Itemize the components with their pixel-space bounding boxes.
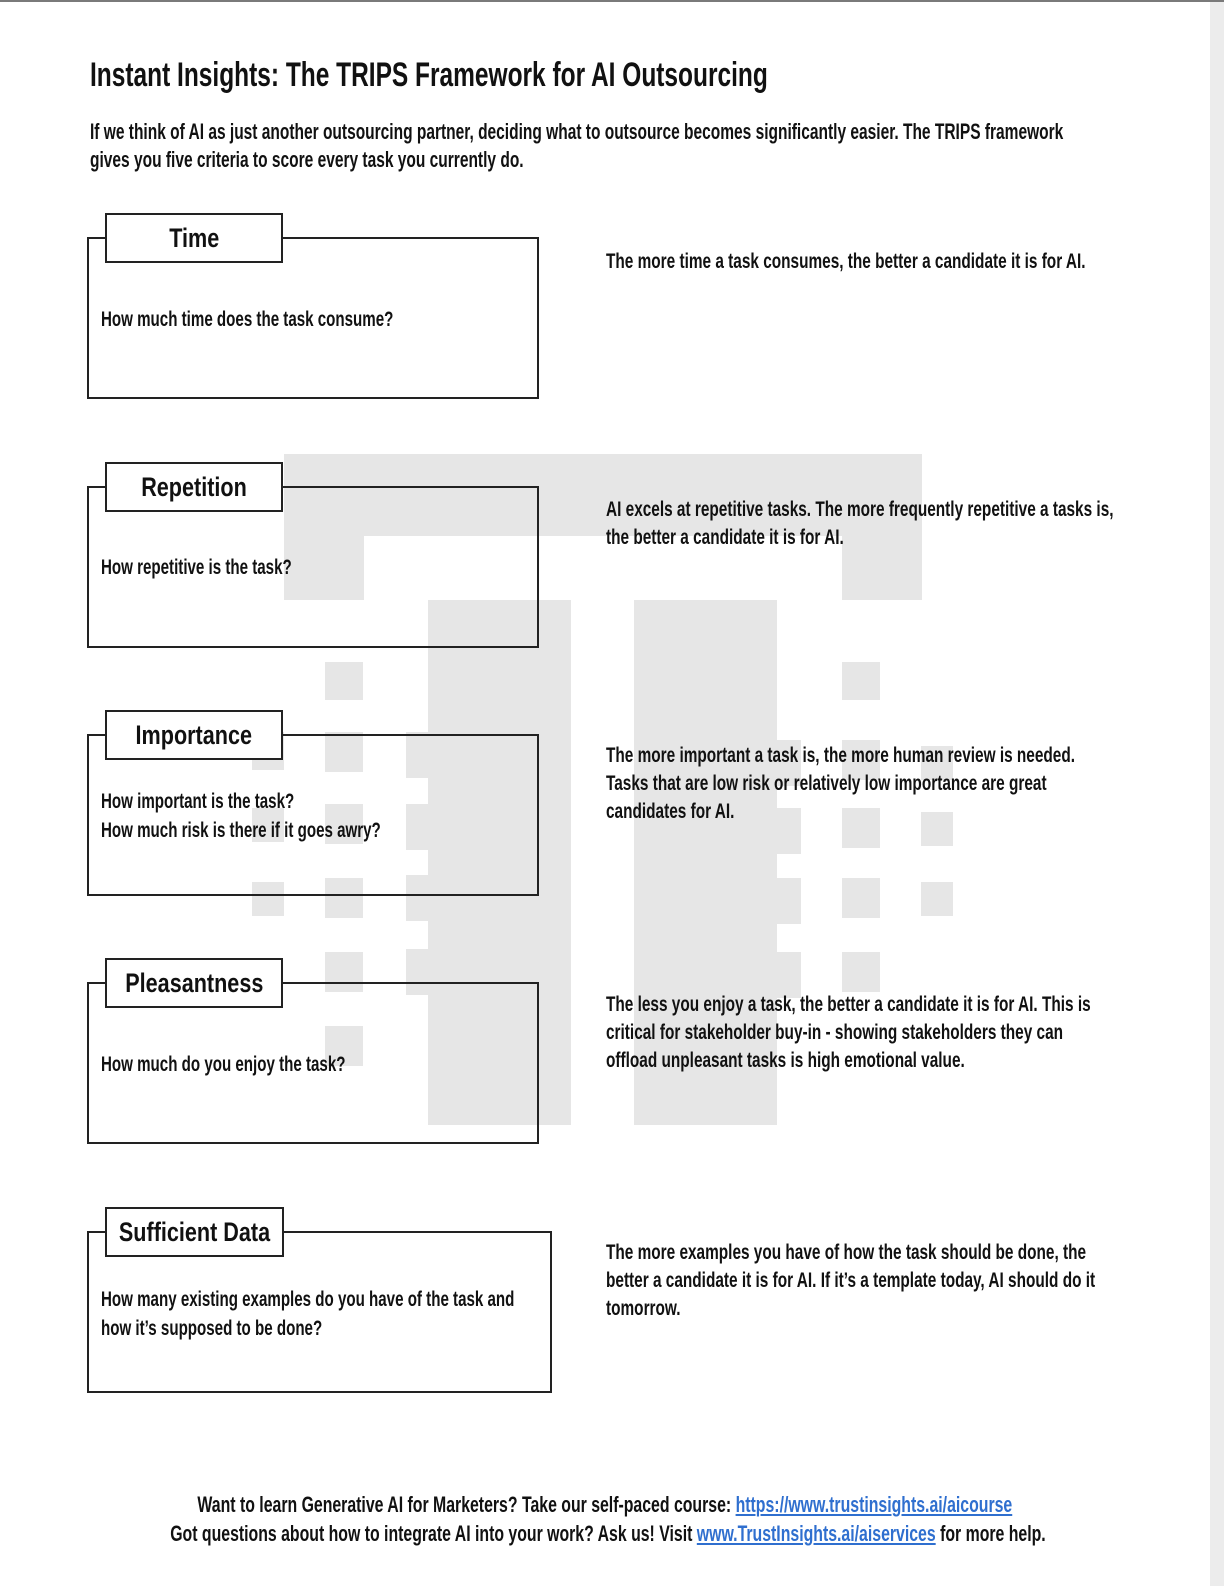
criterion-description: The less you enjoy a task, the better a candidate it is for AI. This is critical for stakeholder buy-in - showing stakeholders they can offload unpleasant tasks is high emotional value. bbox=[606, 992, 1091, 1072]
criterion-description: AI excels at repetitive tasks. The more frequently repetitive a tasks is, the better a candidate it is for AI. bbox=[606, 497, 1114, 549]
criterion-question: How many existing examples do you have of the task and how it’s supposed to be done? bbox=[101, 1288, 515, 1340]
criterion-question: How repetitive is the task? bbox=[101, 556, 292, 579]
criterion-label-tab bbox=[105, 213, 283, 263]
criterion-description: The more time a task consumes, the better a candidate it is for AI. bbox=[606, 249, 1086, 273]
footer-line-services bbox=[0, 1521, 1210, 1547]
criterion-question-line: How much risk is there if it goes awry? bbox=[101, 819, 381, 842]
criterion-question: How much time does the task consume? bbox=[101, 308, 394, 331]
services-link[interactable]: www.TrustInsights.ai/aiservices bbox=[696, 1521, 936, 1546]
criterion-label: Importance bbox=[135, 719, 253, 750]
course-link[interactable]: https://www.trustinsights.ai/aicourse bbox=[735, 1492, 1013, 1517]
criterion-question: How much do you enjoy the task? bbox=[101, 1053, 346, 1076]
criterion-label-tab bbox=[105, 958, 283, 1008]
criterion-label: Repetition bbox=[141, 471, 247, 502]
criterion-label: Sufficient Data bbox=[118, 1216, 271, 1247]
footer-course-text: Want to learn Generative AI for Marketers? Take our self-paced course: bbox=[197, 1492, 732, 1517]
intro-paragraph: If we think of AI as just another outsourcing partner, deciding what to outsource becomes significantly easier. The TRIPS framework gives you five criteria to score every task you currently do. bbox=[90, 119, 1064, 172]
footer-services-text: Got questions about how to integrate AI into your work? Ask us! Visit bbox=[170, 1521, 693, 1546]
criterion-question bbox=[101, 787, 562, 845]
criterion-question-line: How important is the task? bbox=[101, 790, 295, 813]
criterion-description: The more important a task is, the more human review is needed. Tasks that are low risk or relatively low importance are great candidates for AI. bbox=[606, 743, 1076, 823]
criterion-label: Pleasantness bbox=[124, 967, 264, 998]
page-title: Instant Insights: The TRIPS Framework for AI Outsourcing bbox=[90, 56, 768, 94]
footer-services-text-end: for more help. bbox=[940, 1521, 1046, 1546]
criterion-label-tab bbox=[105, 710, 283, 760]
criterion-description: The more examples you have of how the task should be done, the better a candidate it is for AI. If it’s a template today, AI should do it tomorrow. bbox=[606, 1240, 1096, 1320]
criterion-label-tab bbox=[105, 1207, 284, 1257]
criterion-label-tab bbox=[105, 462, 283, 512]
footer-line-course bbox=[0, 1492, 1210, 1518]
criterion-label: Time bbox=[168, 222, 220, 253]
document-page bbox=[0, 2, 1210, 1586]
